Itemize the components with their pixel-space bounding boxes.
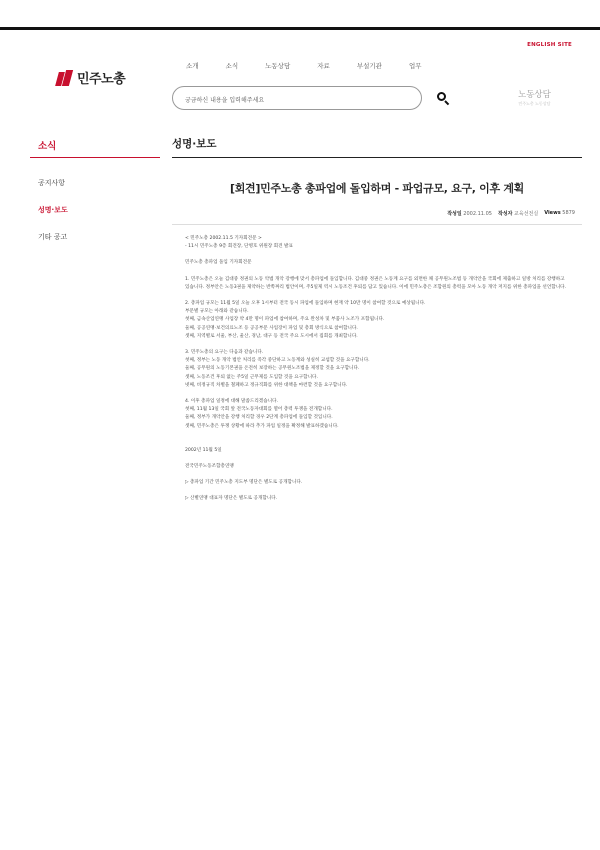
author-value: 교육선전실	[514, 211, 539, 217]
sidebar-item-other-notices[interactable]: 기타 공고	[38, 233, 68, 241]
body-paragraph: 2. 총파업 규모는 11월 5일 오늘 오후 1시부터 전국 동시 파업에 돌입하며 현재 약 10만 명이 참여할 것으로 예상됩니다.	[185, 301, 426, 307]
nav-item-materials[interactable]: 자료	[317, 62, 330, 70]
paragraph-gap	[185, 487, 570, 495]
paragraph-gap	[185, 251, 570, 259]
sidebar-title: 소식	[38, 141, 57, 152]
body-paragraph: 4. 이후 총파업 일정에 대해 말씀드리겠습니다.	[185, 399, 279, 405]
logo[interactable]	[55, 68, 125, 87]
meta-divider	[172, 224, 582, 225]
body-paragraph: 둘째, 공무원의 노동기본권을 온전히 보장하는 공무원노조법을 제정할 것을 요구합니다.	[185, 366, 360, 372]
body-paragraph: < 민주노총 2002.11.5 기자회견문 >	[185, 236, 262, 241]
page-divider	[172, 157, 582, 158]
body-paragraph: 부문별 규모는 아래와 같습니다.	[185, 309, 249, 315]
sidebar-item-notices[interactable]: 공지사항	[38, 179, 66, 187]
top-bar	[0, 0, 600, 30]
date-value: 2002.11.05	[463, 211, 492, 217]
date-label: 작성일	[447, 211, 462, 217]
paragraph-gap	[185, 439, 570, 447]
body-paragraph: 둘째, 정부가 개악안을 강행 처리할 경우 2단계 총파업에 돌입할 것입니다.	[185, 415, 333, 421]
body-paragraph: 1. 민주노총은 오늘 김대중 정권의 노동 악법 개악 강행에 맞서 총파업에 돌입합니다. 김대중 정권은 노동계 요구를 외면한 채 공무원노조법 등 개악안을 국회에 제출하고 일방 처리를 강행하고 있습니다. 정부안은 노동3권을 제약하는 반쪽짜리 법안이며, 주5일제 역시 노동조건 후퇴를 담고 있습니다. 이에 민주노총은 조합원의 총력을 모아 노동 개악 저지를 위한 총파업을 선언합니다.	[185, 276, 567, 290]
nav-item-news[interactable]: 소식	[225, 62, 239, 70]
paragraph-gap	[185, 268, 570, 276]
body-paragraph: 셋째, 지역별로 서울, 부산, 울산, 경남, 대구 등 전국 주요 도시에서 집회를 개최합니다.	[185, 333, 358, 339]
article-body	[185, 235, 570, 504]
body-paragraph: 2002년 11월 5일	[185, 447, 222, 453]
nav-item-work[interactable]: 업무	[408, 62, 422, 70]
body-paragraph: 셋째, 민주노총은 투쟁 상황에 따라 추가 파업 일정을 확정해 발표하겠습니다.	[185, 423, 339, 429]
sidebar-divider	[30, 157, 160, 158]
body-paragraph: 첫째, 금속산업연맹 사업장 약 4만 명이 파업에 참여하며, 주요 완성차 및 부품사 노조가 포함됩니다.	[185, 317, 385, 323]
search-icon[interactable]	[437, 92, 449, 104]
body-paragraph: - 11시 민주노총 9층 회견장, 단병호 위원장 회견 발표	[185, 244, 293, 250]
paragraph-gap	[185, 471, 570, 479]
nav-item-about[interactable]: 소개	[186, 62, 199, 70]
logo-mark-icon	[55, 70, 73, 86]
views-value: 5879	[562, 210, 575, 216]
labor-counsel-sub: 민주노총 노동상담	[518, 101, 551, 106]
body-paragraph: 셋째, 노동조건 후퇴 없는 주5일 근무제를 도입할 것을 요구합니다.	[185, 374, 318, 380]
top-divider-left	[0, 27, 30, 30]
labor-counsel-link[interactable]	[518, 88, 551, 107]
paragraph-gap	[185, 341, 570, 349]
body-paragraph: ▷ 총파업 기간 민주노총 지도부 명단은 별도로 공개합니다.	[185, 480, 303, 486]
top-divider	[30, 27, 600, 30]
body-paragraph: ▷ 산별연맹 대표자 명단은 별도로 공개합니다.	[185, 496, 278, 502]
sidebar-item-statements[interactable]: 성명·보도	[38, 206, 68, 214]
nav-item-counsel[interactable]: 노동상담	[265, 62, 291, 70]
page-title: 성명·보도	[172, 138, 217, 150]
paragraph-gap	[185, 292, 570, 300]
nav-item-affiliates[interactable]: 부설기관	[356, 62, 382, 70]
body-paragraph: 첫째, 정부는 노동 개악 법안 처리를 즉각 중단하고 노동계와 성실히 교섭할 것을 요구합니다.	[185, 358, 370, 364]
paragraph-gap	[185, 431, 570, 439]
views-label: Views	[544, 210, 561, 216]
author-label: 작성자	[497, 211, 513, 217]
sidebar-nav	[38, 178, 68, 259]
labor-counsel-title: 노동상담	[518, 90, 551, 100]
paragraph-gap	[185, 455, 570, 463]
body-paragraph: 첫째, 11월 13일 국회 앞 전국노동자대회를 열어 총력 투쟁을 전개합니다.	[185, 407, 333, 413]
logo-text: 민주노총	[77, 72, 126, 87]
main-nav	[186, 61, 449, 70]
article-title: [회견]민주노총 총파업에 돌입하며 - 파업규모, 요구, 이후 계획	[229, 182, 524, 195]
body-paragraph: 전국민주노동조합총연맹	[185, 464, 234, 470]
body-paragraph: 민주노총 총파업 돌입 기자회견문	[185, 260, 252, 266]
english-site-link[interactable]: ENGLISH SITE	[527, 42, 572, 48]
body-paragraph: 넷째, 비정규직 차별을 철폐하고 정규직화를 위한 대책을 마련할 것을 요구합니다.	[185, 382, 348, 388]
article-meta	[447, 210, 575, 217]
search-input[interactable]: 궁금하신 내용을 입력해주세요	[172, 86, 422, 110]
body-paragraph: 둘째, 공공연맹·보건의료노조 등 공공부문 사업장이 파업 및 총회 방식으로 참여합니다.	[185, 325, 358, 331]
body-paragraph: 3. 민주노총의 요구는 다음과 같습니다.	[185, 350, 264, 356]
paragraph-gap	[185, 390, 570, 398]
